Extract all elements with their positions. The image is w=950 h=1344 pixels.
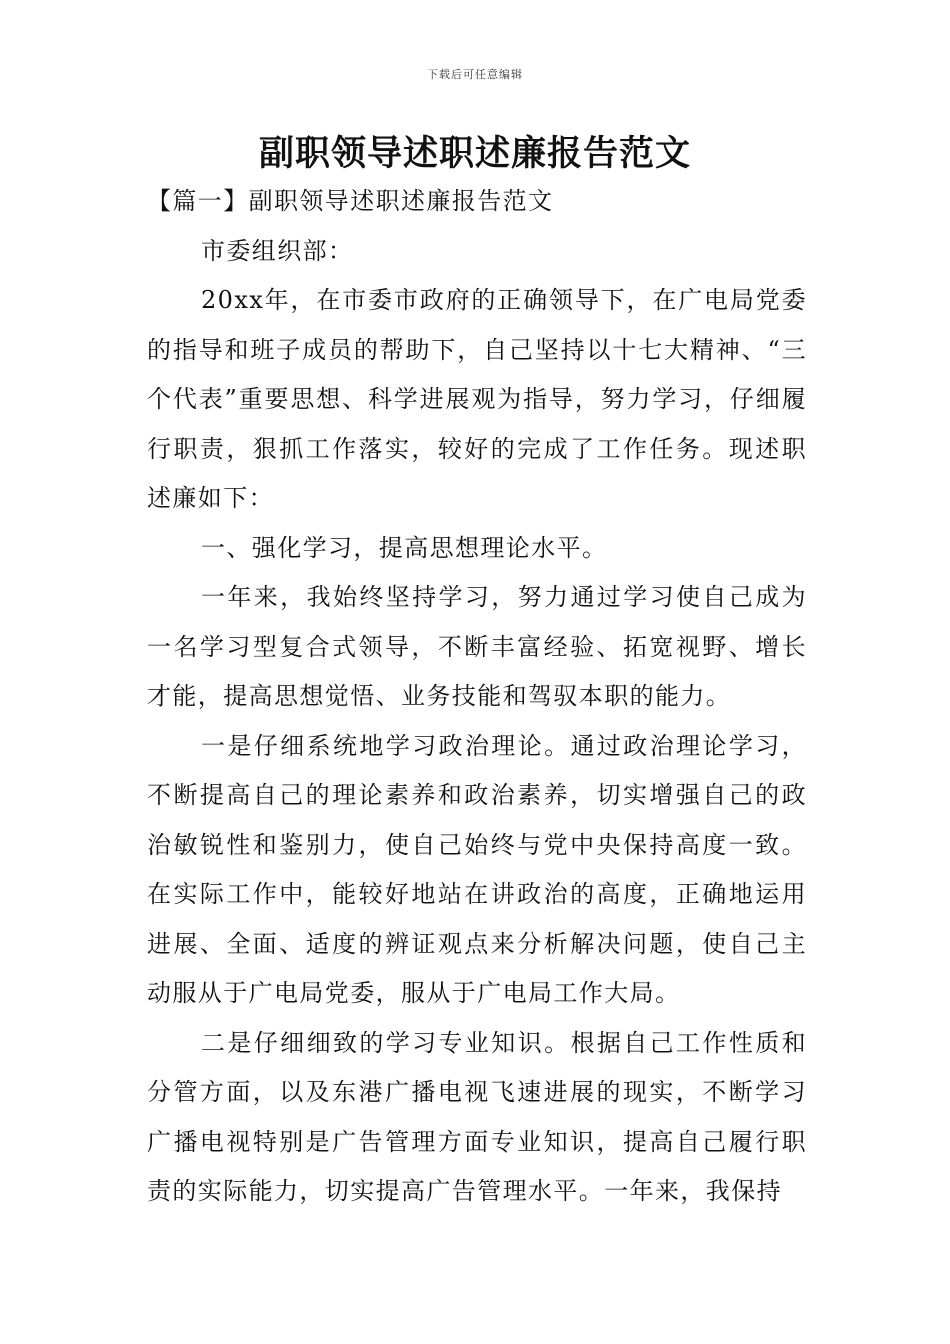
header-note: 下载后可任意编辑: [427, 68, 523, 81]
paragraph: 二是仔细细致的学习专业知识。根据自己工作性质和分管方面，以及东港广播电视飞速进展的现实，不断学习广播电视特别是广告管理方面专业知识，提高自己履行职责的实际能力，切实提高广告管理水平。一年来，我保持: [147, 1028, 807, 1205]
section-heading: 【篇一】副职领导述职述廉报告范文: [147, 187, 554, 215]
paragraph: 一年来，我始终坚持学习，努力通过学习使自己成为一名学习型复合式领导，不断丰富经验、拓宽视野、增长才能，提高思想觉悟、业务技能和驾驭本职的能力。: [147, 583, 807, 710]
document-body: [147, 177, 807, 1217]
paragraph: 一是仔细系统地学习政治理论。通过政治理论学习，不断提高自己的理论素养和政治素养，切实增强自己的政治敏锐性和鉴别力，使自己始终与党中央保持高度一致。在实际工作中，能较好地站在讲政治的高度，正确地运用进展、全面、适度的辨证观点来分析解决问题，使自己主动服从于广电局党委，服从于广电局工作大局。: [147, 731, 807, 1007]
salutation: 市委组织部：: [201, 236, 354, 265]
paragraph: 20xx年，在市委市政府的正确领导下，在广电局党委的指导和班子成员的帮助下，自己坚持以十七大精神、“三个代表”重要思想、科学进展观为指导，努力学习，仔细履行职责，狠抓工作落实，较好的完成了工作任务。现述职述廉如下：: [147, 286, 807, 512]
document-title: 副职领导述职述廉报告范文: [258, 134, 691, 174]
paragraph: 一、强化学习，提高思想理论水平。: [201, 533, 608, 562]
